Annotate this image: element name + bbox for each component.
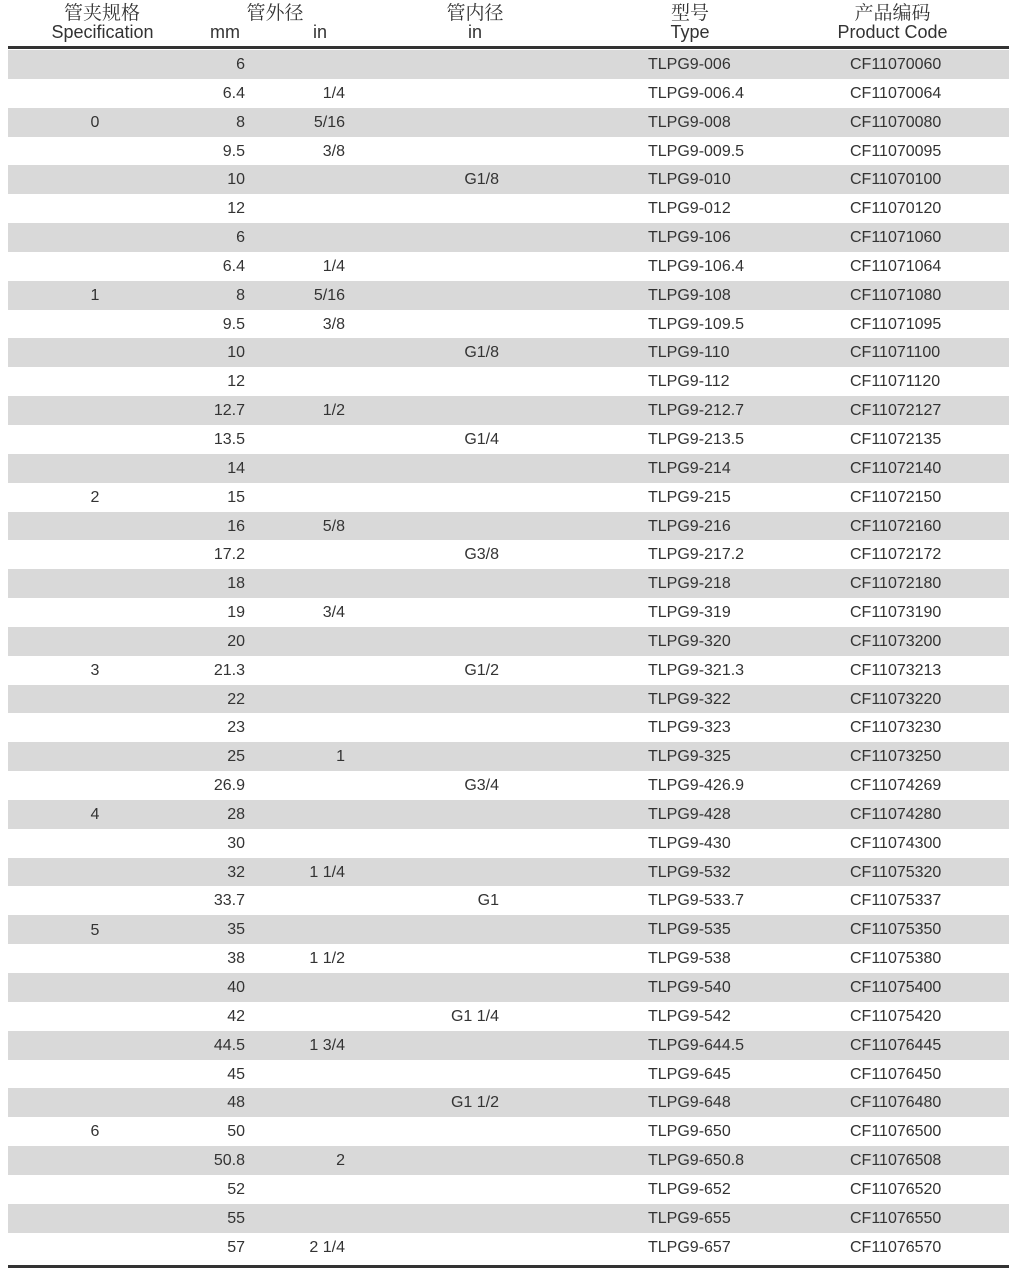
type-cell: TLPG9-655: [648, 1209, 731, 1227]
product-code-cell: CF11075400: [850, 979, 942, 996]
type-cell: TLPG9-538: [648, 950, 731, 968]
outer-diameter-mm-cell: 12.7: [213, 402, 245, 420]
table-row: [8, 454, 1009, 483]
table-row: [8, 396, 1009, 425]
product-code-cell: CF11075337: [850, 892, 942, 910]
inner-diameter-cell: G1/8: [464, 344, 499, 362]
inner-diameter-cell: G1: [477, 892, 499, 910]
table-header: [0, 0, 1017, 48]
type-cell: TLPG9-430: [648, 834, 731, 852]
outer-diameter-mm-cell: 55: [227, 1209, 245, 1227]
outer-diameter-in-cell: 1/4: [322, 257, 345, 275]
type-cell: TLPG9-319: [648, 604, 731, 622]
outer-diameter-in-header: in: [312, 22, 327, 42]
product-code-cell: CF11073220: [850, 690, 942, 708]
outer-diameter-mm-cell: 16: [227, 517, 245, 535]
type-cell: TLPG9-321.3: [648, 661, 745, 679]
outer-diameter-mm-cell: 44.5: [213, 1036, 245, 1054]
outer-diameter-mm-cell: 26.9: [213, 777, 245, 795]
table-row: [8, 685, 1009, 714]
product-code-cell: CF11073250: [850, 748, 942, 766]
table-row: [8, 367, 1009, 396]
table-row: [8, 483, 1009, 512]
outer-diameter-mm-cell: 52: [227, 1180, 245, 1198]
table-row: [8, 1117, 1009, 1146]
inner-diameter-cell: G1/4: [464, 430, 499, 448]
product-code-cell: CF11076480: [850, 1094, 942, 1112]
spec-group-label: 6: [90, 1123, 100, 1141]
table-row: [8, 800, 1009, 829]
type-cell: TLPG9-112: [648, 373, 730, 391]
type-header-en: Type: [670, 22, 710, 42]
outer-diameter-in-cell: 1 3/4: [309, 1036, 345, 1054]
product-code-cell: CF11075380: [850, 950, 942, 968]
table-row: [8, 281, 1009, 310]
outer-diameter-mm-cell: 20: [227, 632, 245, 650]
product-code-cell: CF11076570: [850, 1238, 942, 1256]
product-code-cell: CF11071095: [850, 315, 942, 333]
spec-group-label: 1: [90, 286, 100, 304]
table-row: [8, 1002, 1009, 1031]
outer-diameter-in-cell: 1 1/2: [309, 950, 345, 968]
outer-diameter-in-cell: 1/2: [322, 402, 345, 420]
type-cell: TLPG9-008: [648, 113, 731, 131]
table-row: [8, 1233, 1009, 1262]
product-code-cell: CF11072140: [850, 459, 942, 477]
outer-diameter-in-cell: 5/16: [313, 113, 345, 131]
type-cell: TLPG9-212.7: [648, 402, 745, 420]
spec-group-label: 3: [90, 661, 100, 679]
spec-group-label: 4: [90, 806, 100, 824]
outer-diameter-mm-cell: 22: [227, 690, 245, 708]
product-code-cell: CF11072160: [850, 517, 942, 535]
type-cell: TLPG9-650.8: [648, 1152, 745, 1170]
type-cell: TLPG9-540: [648, 979, 731, 996]
outer-diameter-mm-cell: 10: [227, 344, 245, 362]
type-cell: TLPG9-218: [648, 575, 731, 593]
type-header-cn: 型号: [670, 3, 709, 24]
table-row: [8, 194, 1009, 223]
type-cell: TLPG9-216: [648, 517, 731, 535]
type-cell: TLPG9-657: [648, 1238, 731, 1256]
type-cell: TLPG9-652: [648, 1180, 731, 1198]
product-code-cell: CF11071120: [850, 373, 941, 391]
outer-diameter-in-cell: 5/16: [313, 286, 345, 304]
table-row: [8, 1175, 1009, 1204]
product-code-cell: CF11074280: [850, 805, 942, 823]
type-cell: TLPG9-106.4: [648, 257, 745, 275]
table-row: [8, 137, 1009, 166]
table-row: [8, 108, 1009, 137]
outer-diameter-mm-cell: 13.5: [213, 430, 245, 448]
type-cell: TLPG9-542: [648, 1007, 731, 1025]
table-row: [8, 886, 1009, 915]
inner-diameter-cell: G1 1/2: [450, 1094, 499, 1112]
type-cell: TLPG9-325: [648, 748, 731, 766]
outer-diameter-mm-cell: 12: [227, 200, 245, 218]
table-row: [8, 569, 1009, 598]
outer-diameter-mm-cell: 33.7: [213, 892, 245, 910]
spec-group-label: 0: [90, 113, 100, 131]
product-code-cell: CF11072150: [850, 488, 942, 506]
type-cell: TLPG9-533.7: [648, 892, 745, 910]
type-cell: TLPG9-109.5: [648, 315, 745, 333]
outer-diameter-mm-header: mm: [210, 22, 240, 42]
outer-diameter-mm-cell: 25: [227, 748, 245, 766]
outer-diameter-in-cell: 5/8: [322, 517, 345, 535]
product-code-cell: CF11071100: [850, 344, 941, 362]
product-code-cell: CF11070095: [850, 142, 942, 160]
product-code-cell: CF11072135: [850, 430, 942, 448]
outer-diameter-mm-cell: 57: [227, 1238, 245, 1256]
outer-diameter-mm-cell: 6: [236, 56, 245, 73]
product-code-cell: CF11076500: [850, 1123, 942, 1141]
product-code-cell: CF11072127: [850, 402, 942, 420]
table-row: [8, 858, 1009, 887]
product-code-cell: CF11075320: [850, 863, 942, 881]
table-row: [8, 656, 1009, 685]
type-cell: TLPG9-009.5: [648, 142, 745, 160]
product-code-cell: CF11071064: [850, 257, 942, 275]
product-code-cell: CF11070060: [850, 56, 942, 73]
product-code-cell: CF11073213: [850, 661, 942, 679]
product-code-cell: CF11070080: [850, 113, 942, 131]
outer-diameter-in-cell: 3/4: [322, 604, 345, 622]
outer-diameter-mm-cell: 8: [236, 286, 245, 304]
type-cell: TLPG9-108: [648, 286, 731, 304]
outer-diameter-mm-cell: 6: [236, 229, 245, 247]
table-row: [8, 338, 1009, 367]
type-cell: TLPG9-532: [648, 863, 731, 881]
outer-diameter-mm-cell: 19: [227, 604, 245, 622]
type-cell: TLPG9-323: [648, 719, 731, 737]
table-row: [8, 1146, 1009, 1175]
type-cell: TLPG9-322: [648, 690, 731, 708]
product-code-cell: CF11071080: [850, 286, 942, 304]
outer-diameter-in-cell: 1/4: [322, 84, 345, 102]
outer-diameter-mm-cell: 40: [227, 979, 245, 996]
bottom-rule: [8, 1265, 1009, 1268]
outer-diameter-mm-cell: 8: [236, 113, 245, 131]
product-code-cell: CF11076450: [850, 1065, 942, 1083]
outer-diameter-mm-cell: 50: [227, 1123, 245, 1141]
table-row: [8, 713, 1009, 742]
inner-diameter-cell: G1 1/4: [450, 1007, 499, 1025]
table-row: [8, 1031, 1009, 1060]
outer-diameter-mm-cell: 23: [227, 719, 245, 737]
table-row: [8, 252, 1009, 281]
outer-diameter-mm-cell: 9.5: [222, 142, 245, 160]
product-code-cell: CF11073230: [850, 719, 942, 737]
table-row: [8, 50, 1009, 79]
outer-diameter-mm-cell: 50.8: [213, 1152, 245, 1170]
product-code-cell: CF11076550: [850, 1209, 942, 1227]
spec-group-label: 2: [90, 488, 100, 506]
spec-header-en: Specification: [51, 22, 154, 42]
table-row: [8, 1204, 1009, 1233]
table-row: [8, 973, 1009, 1002]
outer-diameter-in-cell: 2 1/4: [309, 1238, 345, 1256]
outer-diameter-in-cell: 2: [336, 1152, 345, 1170]
outer-diameter-header-cn: 管外径: [246, 3, 304, 24]
type-cell: TLPG9-648: [648, 1094, 731, 1112]
table-row: [8, 512, 1009, 541]
outer-diameter-mm-cell: 30: [227, 834, 245, 852]
type-cell: TLPG9-006.4: [648, 84, 745, 102]
type-cell: TLPG9-213.5: [648, 430, 745, 448]
table-row: [8, 627, 1009, 656]
product-code-cell: CF11075420: [850, 1007, 942, 1025]
outer-diameter-mm-cell: 6.4: [222, 84, 245, 102]
outer-diameter-mm-cell: 18: [227, 575, 245, 593]
type-cell: TLPG9-010: [648, 171, 731, 189]
outer-diameter-mm-cell: 12: [227, 373, 245, 391]
table-row: [8, 742, 1009, 771]
outer-diameter-in-cell: 3/8: [322, 142, 345, 160]
table-row: [8, 165, 1009, 194]
table-row: [8, 915, 1009, 944]
type-cell: TLPG9-645: [648, 1065, 731, 1083]
type-cell: TLPG9-320: [648, 632, 731, 650]
table-row: [8, 79, 1009, 108]
table-row: [8, 598, 1009, 627]
outer-diameter-mm-cell: 14: [227, 459, 245, 477]
type-cell: TLPG9-650: [648, 1123, 731, 1141]
outer-diameter-mm-cell: 10: [227, 171, 245, 189]
product-code-cell: CF11070064: [850, 84, 942, 102]
product-code-header-en: Product Code: [837, 22, 948, 42]
spec-group-label: 5: [90, 921, 100, 939]
spec-header-cn: 管夹规格: [63, 3, 140, 24]
inner-diameter-cell: G1/2: [464, 661, 499, 679]
outer-diameter-in-cell: 3/8: [322, 315, 345, 333]
table-row: [8, 310, 1009, 339]
table-row: [8, 540, 1009, 569]
product-code-cell: CF11072172: [850, 546, 942, 564]
type-cell: TLPG9-535: [648, 921, 731, 939]
type-cell: TLPG9-214: [648, 459, 731, 477]
inner-diameter-cell: G3/4: [464, 777, 499, 795]
outer-diameter-mm-cell: 38: [227, 950, 245, 968]
outer-diameter-mm-cell: 6.4: [222, 257, 245, 275]
table-row: [8, 771, 1009, 800]
product-code-cell: CF11070100: [850, 171, 942, 189]
type-cell: TLPG9-426.9: [648, 777, 745, 795]
inner-diameter-cell: G3/8: [464, 546, 499, 564]
table-row: [8, 829, 1009, 858]
product-code-cell: CF11070120: [850, 200, 942, 218]
type-cell: TLPG9-428: [648, 805, 731, 823]
product-code-cell: CF11073200: [850, 632, 942, 650]
type-cell: TLPG9-106: [648, 229, 731, 247]
table-row: [8, 1060, 1009, 1089]
product-code-cell: CF11074269: [850, 777, 942, 795]
outer-diameter-mm-cell: 35: [227, 921, 245, 939]
outer-diameter-mm-cell: 45: [227, 1065, 245, 1083]
product-code-cell: CF11075350: [850, 921, 942, 939]
table-row: [8, 944, 1009, 973]
type-cell: TLPG9-217.2: [648, 546, 745, 564]
product-code-header-cn: 产品编码: [854, 3, 931, 24]
outer-diameter-in-cell: 1 1/4: [309, 863, 345, 881]
type-cell: TLPG9-012: [648, 200, 731, 218]
table-row: [8, 425, 1009, 454]
product-code-cell: CF11074300: [850, 834, 942, 852]
product-code-cell: CF11071060: [850, 229, 942, 247]
type-cell: TLPG9-644.5: [648, 1036, 745, 1054]
header-rule: [8, 46, 1009, 49]
inner-diameter-in-header: in: [467, 22, 482, 42]
inner-diameter-header-cn: 管内径: [446, 3, 504, 24]
outer-diameter-in-cell: 1: [336, 748, 345, 766]
outer-diameter-mm-cell: 15: [227, 488, 245, 506]
table-row: [8, 1088, 1009, 1117]
product-code-cell: CF11073190: [850, 604, 942, 622]
outer-diameter-mm-cell: 9.5: [222, 315, 245, 333]
type-cell: TLPG9-215: [648, 488, 731, 506]
product-code-cell: CF11072180: [850, 575, 942, 593]
table-row: [8, 223, 1009, 252]
type-cell: TLPG9-110: [648, 344, 730, 362]
outer-diameter-mm-cell: 28: [227, 805, 245, 823]
product-code-cell: CF11076508: [850, 1152, 942, 1170]
outer-diameter-mm-cell: 32: [227, 863, 245, 881]
outer-diameter-mm-cell: 42: [227, 1007, 245, 1025]
outer-diameter-mm-cell: 17.2: [213, 546, 245, 564]
product-code-cell: CF11076520: [850, 1180, 942, 1198]
type-cell: TLPG9-006: [648, 56, 731, 73]
inner-diameter-cell: G1/8: [464, 171, 499, 189]
product-code-cell: CF11076445: [850, 1036, 942, 1054]
spec-table: [8, 50, 1009, 1261]
outer-diameter-mm-cell: 48: [227, 1094, 245, 1112]
outer-diameter-mm-cell: 21.3: [213, 661, 245, 679]
